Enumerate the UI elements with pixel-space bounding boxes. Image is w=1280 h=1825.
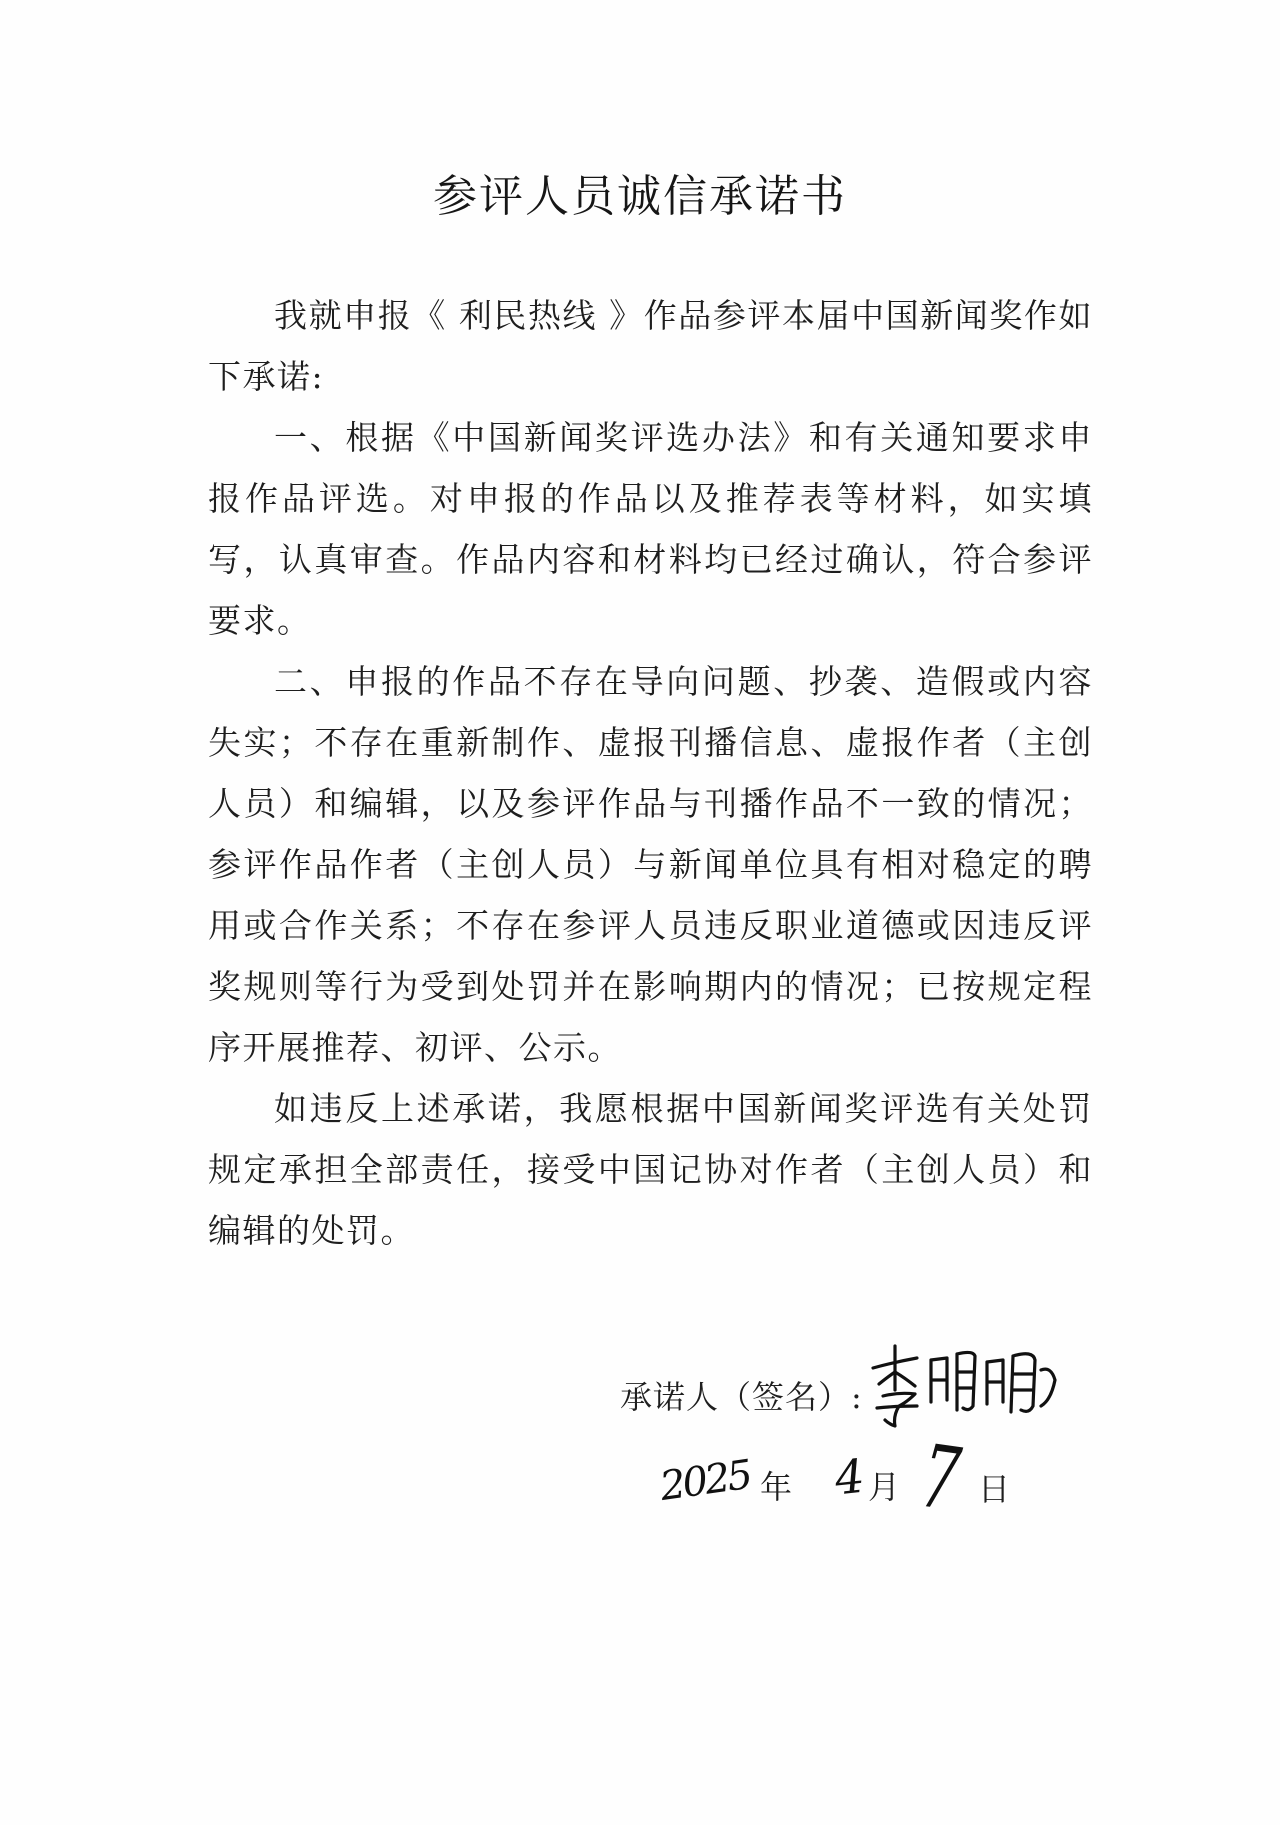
date-day: 7	[915, 1424, 966, 1532]
date-month-unit: 月	[868, 1468, 901, 1506]
paragraph-commitment-two: 二、申报的作品不存在导向问题、抄袭、造假或内容失实；不存在重新制作、虚报刊播信息、虚报作者（主创人员）和编辑，以及参评作品与刊播作品不一致的情况；参评作品作者（主创人员）与新闻单位具有相对稳定的聘用或合作关系；不存在参评人员违反职业道德或因违反评奖规则等行为受到处罚并在影响期内的情况；已按规定程序开展推荐、初评、公示。	[208, 662, 1093, 1067]
signature-block	[620, 1360, 1140, 1560]
date-month: 4	[832, 1448, 868, 1506]
paragraph-intro: 我就申报《 利民热线 》作品参评本届中国新闻奖作如下承诺:	[208, 296, 1093, 396]
date-year: 2025	[657, 1451, 753, 1511]
document-body	[208, 285, 1093, 1261]
date-day-unit: 日	[978, 1470, 1011, 1508]
handwritten-signature	[865, 1340, 1065, 1430]
document-title: 参评人员诚信承诺书	[433, 171, 847, 222]
signature-date	[657, 1424, 1040, 1540]
date-year-unit: 年	[760, 1468, 793, 1506]
paragraph-commitment-one: 一、根据《中国新闻奖评选办法》和有关通知要求申报作品评选。对申报的作品以及推荐表等材料，如实填写，认真审查。作品内容和材料均已经过确认，符合参评要求。	[208, 418, 1093, 640]
paragraph-consequence: 如违反上述承诺，我愿根据中国新闻奖评选有关处罚规定承担全部责任，接受中国记协对作者（主创人员）和编辑的处罚。	[208, 1089, 1093, 1250]
signature-label: 承诺人（签名）:	[620, 1378, 863, 1416]
